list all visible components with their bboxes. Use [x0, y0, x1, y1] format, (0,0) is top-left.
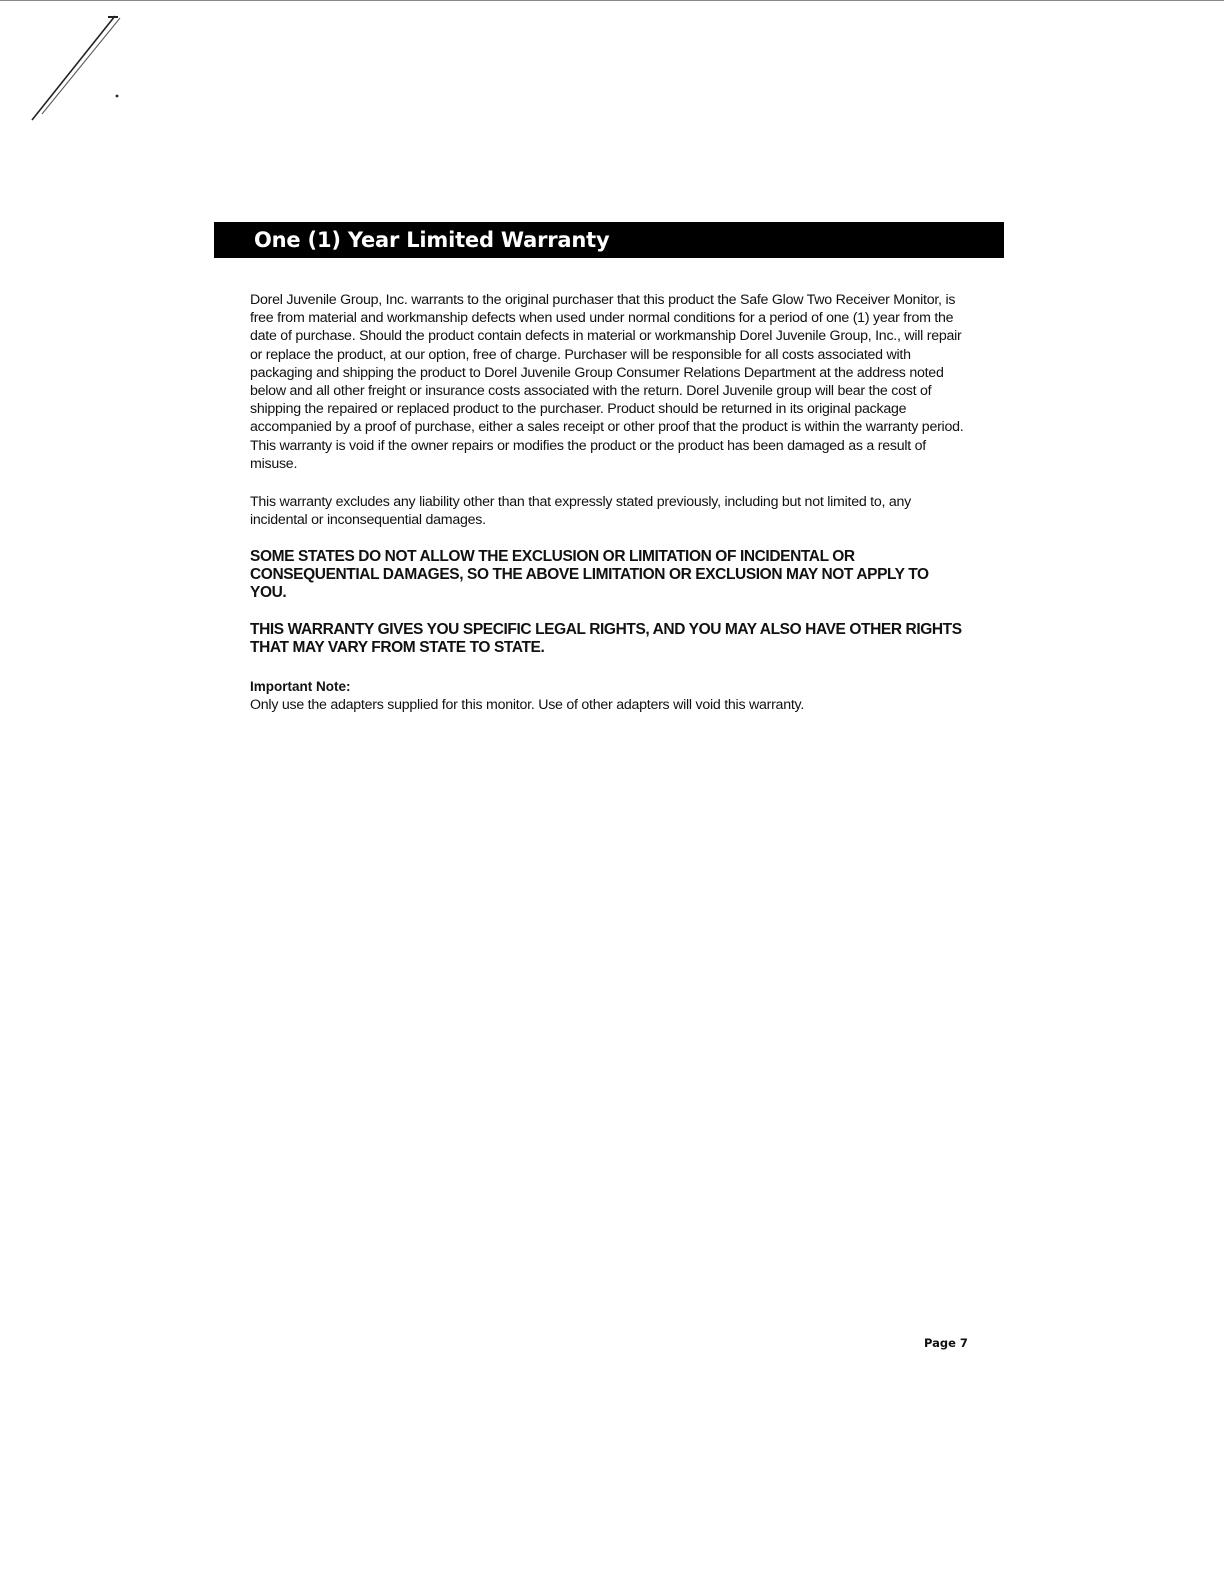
state-limitation-notice: SOME STATES DO NOT ALLOW THE EXCLUSION OR LIMITATION OF INCIDENTAL OR CONSEQUENTIAL DAMAGES, SO THE ABOVE LIMITATION OR EXCLUSION MAY NOT APPLY TO YOU.	[250, 548, 929, 602]
page-top-edge	[0, 0, 1224, 1]
corner-mark-stroke-1	[32, 16, 115, 120]
liability-exclusion-paragraph: This warranty excludes any liability other than that expressly stated previously, including but not limited to, any incidental or inconsequential damages.	[250, 494, 912, 529]
important-note-heading: Important Note:	[250, 679, 351, 695]
scan-corner-mark	[28, 14, 128, 124]
warranty-terms-paragraph: Dorel Juvenile Group, Inc. warrants to the original purchaser that this product the Safe Glow Two Receiver Monitor, is free from material and workmanship defects when used under normal conditions for a period of one (1) year from the date of purchase. Should the product contain defects in material or workmanship Dorel Juvenile Group, Inc., will repair or replace the product, at our option, free of charge. Purchaser will be responsible for all costs associated with packaging and shipping the product to Dorel Juvenile Group Consumer Relations Department at the address noted below and all other freight or insurance costs associated with the return. Dorel Juvenile group will bear the cost of shipping the repaired or replaced product to the purchaser. Product should be returned in its original package accompanied by a proof of purchase, either a sales receipt or other proof that the product is within the warranty period. This warranty is void if the owner repairs or modifies the product or the product has been damaged as a result of misuse.	[250, 292, 964, 472]
corner-mark-dot	[116, 95, 119, 98]
page-title: One (1) Year Limited Warranty	[254, 228, 610, 252]
page-number: Page 7	[924, 1336, 968, 1350]
corner-mark-stroke-2	[42, 18, 120, 114]
legal-rights-notice: THIS WARRANTY GIVES YOU SPECIFIC LEGAL RIGHTS, AND YOU MAY ALSO HAVE OTHER RIGHTS THAT MAY VARY FROM STATE TO STATE.	[250, 621, 962, 657]
warranty-content	[250, 291, 966, 714]
section-header-bar	[214, 222, 1004, 258]
important-note-text: Only use the adapters supplied for this monitor. Use of other adapters will void this warranty.	[250, 697, 805, 714]
